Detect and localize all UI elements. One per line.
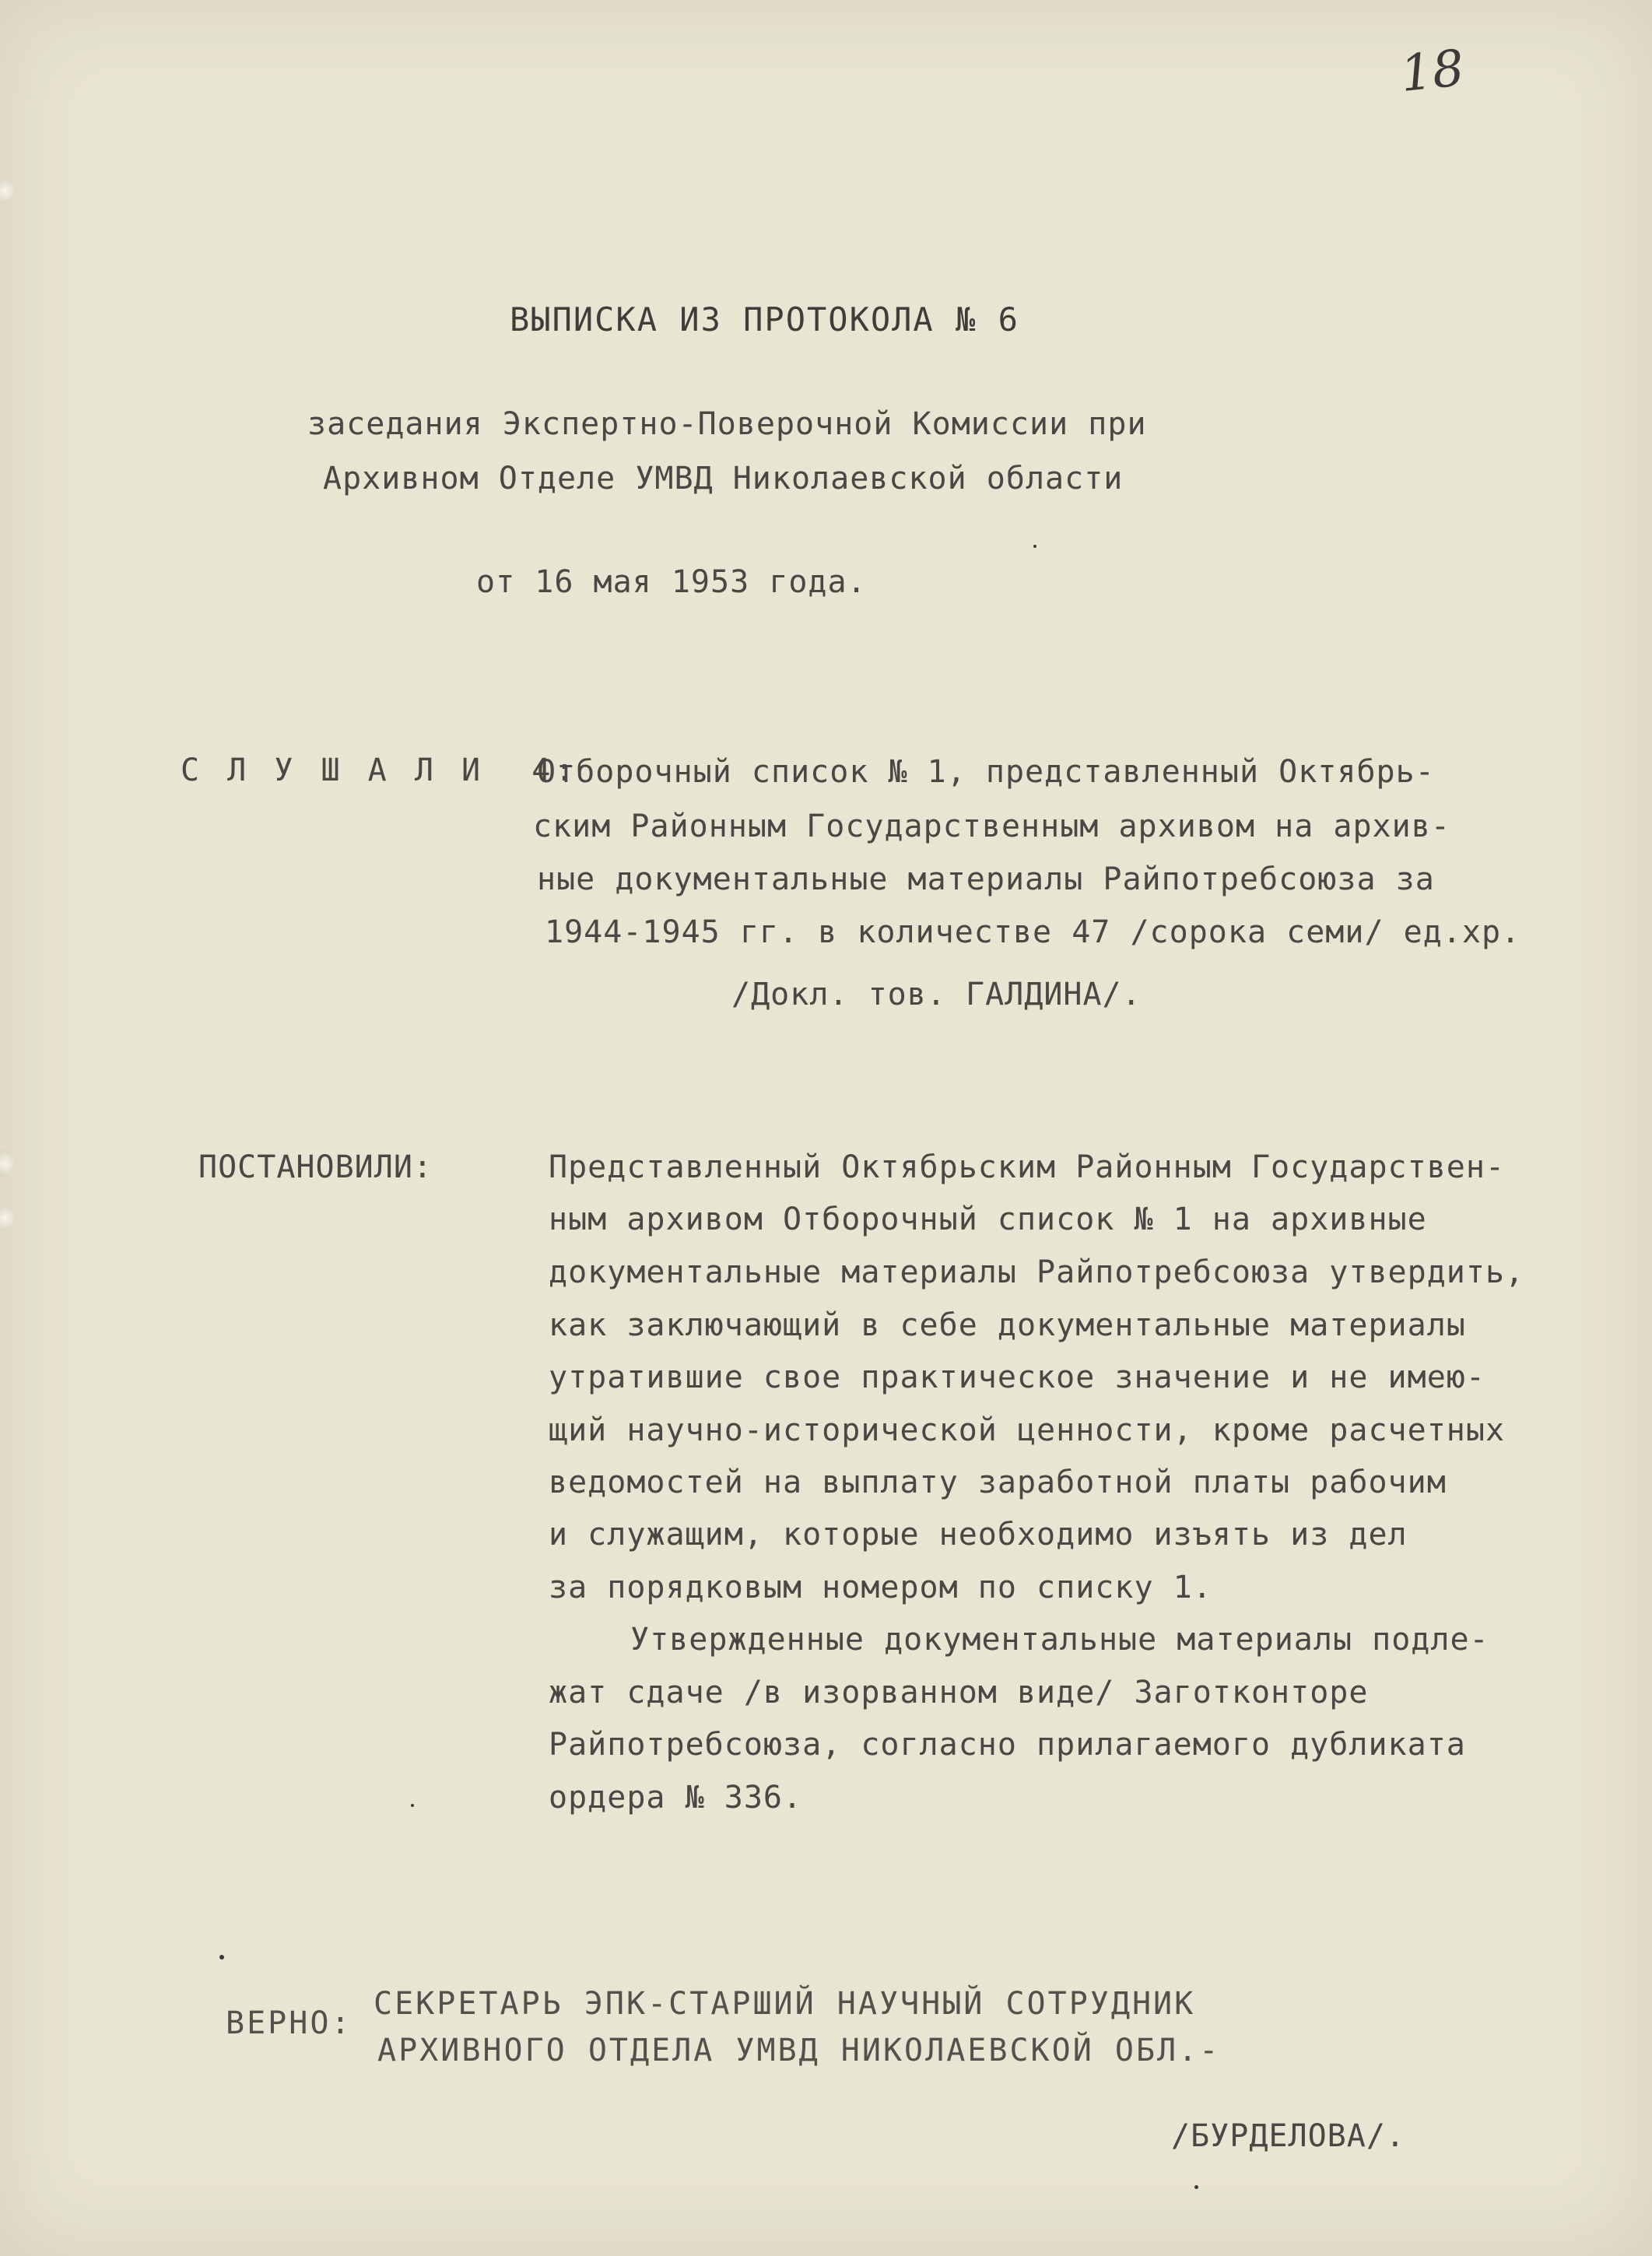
resolved-line: Представленный Октябрьским Районным Государствен- [549, 1149, 1506, 1185]
punch-hole [0, 1150, 16, 1177]
resolved-paragraph2-line: Райпотребсоюза, согласно прилагаемого дубликата [549, 1727, 1466, 1763]
resolved-line: ведомостей на выплату заработной платы рабочим [549, 1465, 1447, 1500]
resolved-line: и служащим, которые необходимо изъять из дел [549, 1517, 1408, 1553]
ink-speck [1033, 545, 1036, 548]
ink-speck [411, 1804, 414, 1807]
page-number: 18 [1398, 39, 1468, 104]
heard-line: 1944-1945 гг. в количестве 47 /сорока семи/ ед.хр. [545, 914, 1521, 950]
heard-label: С Л У Ш А Л И 4: [181, 753, 579, 788]
footer-line-2: АРХИВНОГО ОТДЕЛА УМВД НИКОЛАЕВСКОЙ ОБЛ.- [377, 2033, 1221, 2068]
footer-label: ВЕРНО: [226, 2005, 352, 2041]
subtitle-line-2: Архивном Отделе УМВД Николаевской области [323, 461, 1124, 496]
resolved-label: ПОСТАНОВИЛИ: [198, 1149, 433, 1185]
signature-name: /БУРДЕЛОВА/. [1171, 2118, 1405, 2154]
document-title: ВЫПИСКА ИЗ ПРОТОКОЛА № 6 [510, 300, 1019, 339]
resolved-paragraph2-line: ордера № 336. [549, 1780, 803, 1816]
footer-line-1: СЕКРЕТАРЬ ЭПК-СТАРШИЙ НАУЧНЫЙ СОТРУДНИК [374, 1986, 1196, 2022]
resolved-line: за порядковым номером по списку 1. [549, 1570, 1212, 1605]
ink-speck [219, 1955, 224, 1960]
resolved-line: утратившие свое практическое значение и не имею- [549, 1360, 1485, 1395]
heard-speaker: /Докл. тов. ГАЛДИНА/. [731, 977, 1142, 1012]
resolved-paragraph2-line: жат сдаче /в изорванном виде/ Заготконторе [549, 1675, 1369, 1710]
heard-line: ные документальные материалы Райпотребсоюза за [537, 861, 1435, 897]
heard-line: Отборочный список № 1, представленный Октябрь- [537, 754, 1435, 790]
resolved-paragraph2-line: Утвержденные документальные материалы подле- [630, 1622, 1489, 1658]
resolved-line: документальные материалы Райпотребсоюза утвердить, [549, 1254, 1525, 1290]
resolved-line: как заключающий в себе документальные материалы [549, 1307, 1466, 1343]
punch-hole [0, 177, 16, 204]
date-line: от 16 мая 1953 года. [476, 564, 867, 600]
punch-hole [0, 1205, 16, 1231]
heard-line: ским Районным Государственным архивом на архив- [533, 809, 1450, 844]
subtitle-line-1: заседания Экспертно-Поверочной Комиссии при [307, 406, 1147, 442]
resolved-line: щий научно-исторической ценности, кроме расчетных [549, 1412, 1506, 1448]
ink-speck [1194, 2185, 1198, 2189]
resolved-line: ным архивом Отборочный список № 1 на архивные [549, 1202, 1427, 1237]
